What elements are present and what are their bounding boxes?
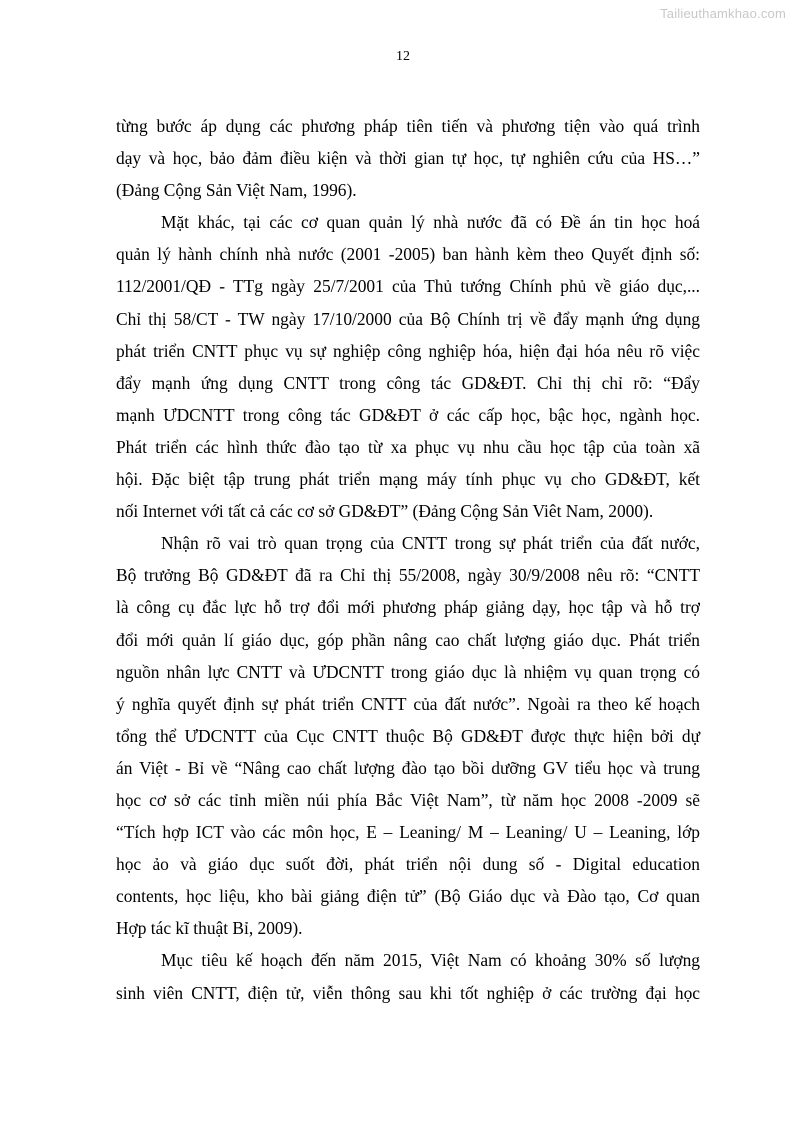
paragraph-3: [116, 527, 700, 944]
text-line: đổi mới quản lí giáo dục, góp phần nâng cao chất lượng giáo dục. Phát triển: [116, 629, 700, 650]
text-line: (Đảng Cộng Sản Việt Nam, 1996).: [116, 180, 357, 201]
text-line: đẩy mạnh ứng dụng CNTT trong công tác GD&ĐT. Chỉ thị chỉ rõ: “Đẩy: [116, 372, 700, 393]
text-line: từng bước áp dụng các phương pháp tiên tiến và phương tiện vào quá trình: [116, 116, 700, 136]
text-line: tổng thể ƯDCNTT của Cục CNTT thuộc Bộ GD&ĐT được thực hiện bởi dự: [116, 725, 700, 746]
paragraph-4: [116, 944, 700, 1008]
text-line: Chỉ thị 58/CT - TW ngày 17/10/2000 của Bộ Chính trị về đẩy mạnh ứng dụng: [116, 308, 700, 329]
text-line: contents, học liệu, kho bài giảng điện tử” (Bộ Giáo dục và Đào tạo, Cơ quan: [116, 886, 700, 907]
text-line: Phát triển các hình thức đào tạo từ xa phục vụ nhu cầu học tập của toàn xã: [116, 436, 700, 457]
text-line: “Tích hợp ICT vào các môn học, E – Leaning/ M – Leaning/ U – Leaning, lớp: [116, 822, 700, 843]
text-line: phát triển CNTT phục vụ sự nghiệp công nghiệp hóa, hiện đại hóa nêu rõ việc: [116, 340, 700, 361]
text-line: học cơ sở các tỉnh miền núi phía Bắc Việt Nam”, từ năm học 2008 -2009 sẽ: [116, 789, 700, 810]
text-line: học ảo và giáo dục suốt đời, phát triển nội dung số - Digital education: [116, 854, 700, 875]
text-line: án Việt - Bỉ về “Nâng cao chất lượng đào tạo bồi dưỡng GV tiểu học và trung: [116, 757, 700, 778]
text-line: quản lý hành chính nhà nước (2001 -2005) ban hành kèm theo Quyết định số:: [116, 244, 700, 265]
paragraph-2: [116, 206, 700, 527]
document-body: [116, 110, 700, 1009]
text-line: sinh viên CNTT, điện tử, viễn thông sau khi tốt nghiệp ở các trường đại học: [116, 982, 700, 1003]
text-line: Nhận rõ vai trò quan trọng của CNTT trong sự phát triển của đất nước,: [161, 533, 700, 554]
text-line: Mặt khác, tại các cơ quan quản lý nhà nước đã có Đề án tin học hoá: [161, 212, 700, 233]
text-line: là công cụ đắc lực hỗ trợ đổi mới phương pháp giảng dạy, học tập và hỗ trợ: [116, 597, 700, 618]
text-line: mạnh ƯDCNTT trong công tác GD&ĐT ở các cấp học, bậc học, ngành học.: [116, 404, 700, 425]
text-line: ý nghĩa quyết định sự phát triển CNTT của đất nước”. Ngoài ra theo kế hoạch: [116, 693, 700, 714]
text-line: Mục tiêu kế hoạch đến năm 2015, Việt Nam có khoảng 30% số lượng: [161, 950, 700, 971]
paragraph-1: [116, 110, 700, 206]
text-line: 112/2001/QĐ - TTg ngày 25/7/2001 của Thủ tướng Chính phủ về giáo dục,...: [116, 276, 700, 297]
text-line: hội. Đặc biệt tập trung phát triển mạng máy tính phục vụ cho GD&ĐT, kết: [116, 469, 700, 490]
text-line: nguồn nhân lực CNTT và ƯDCNTT trong giáo dục là nhiệm vụ quan trọng có: [116, 661, 700, 682]
text-line: nối Internet với tất cả các cơ sở GD&ĐT” (Đảng Cộng Sản Viêt Nam, 2000).: [116, 501, 654, 522]
page-number: 12: [396, 49, 410, 64]
text-line: Bộ trưởng Bộ GD&ĐT đã ra Chỉ thị 55/2008, ngày 30/9/2008 nêu rõ: “CNTT: [116, 565, 700, 586]
text-line: Hợp tác kĩ thuật Bỉ, 2009).: [116, 918, 303, 939]
text-line: dạy và học, bảo đảm điều kiện và thời gian tự học, tự nghiên cứu của HS…”: [116, 148, 700, 169]
watermark-text: Tailieuthamkhao.com: [660, 6, 786, 21]
